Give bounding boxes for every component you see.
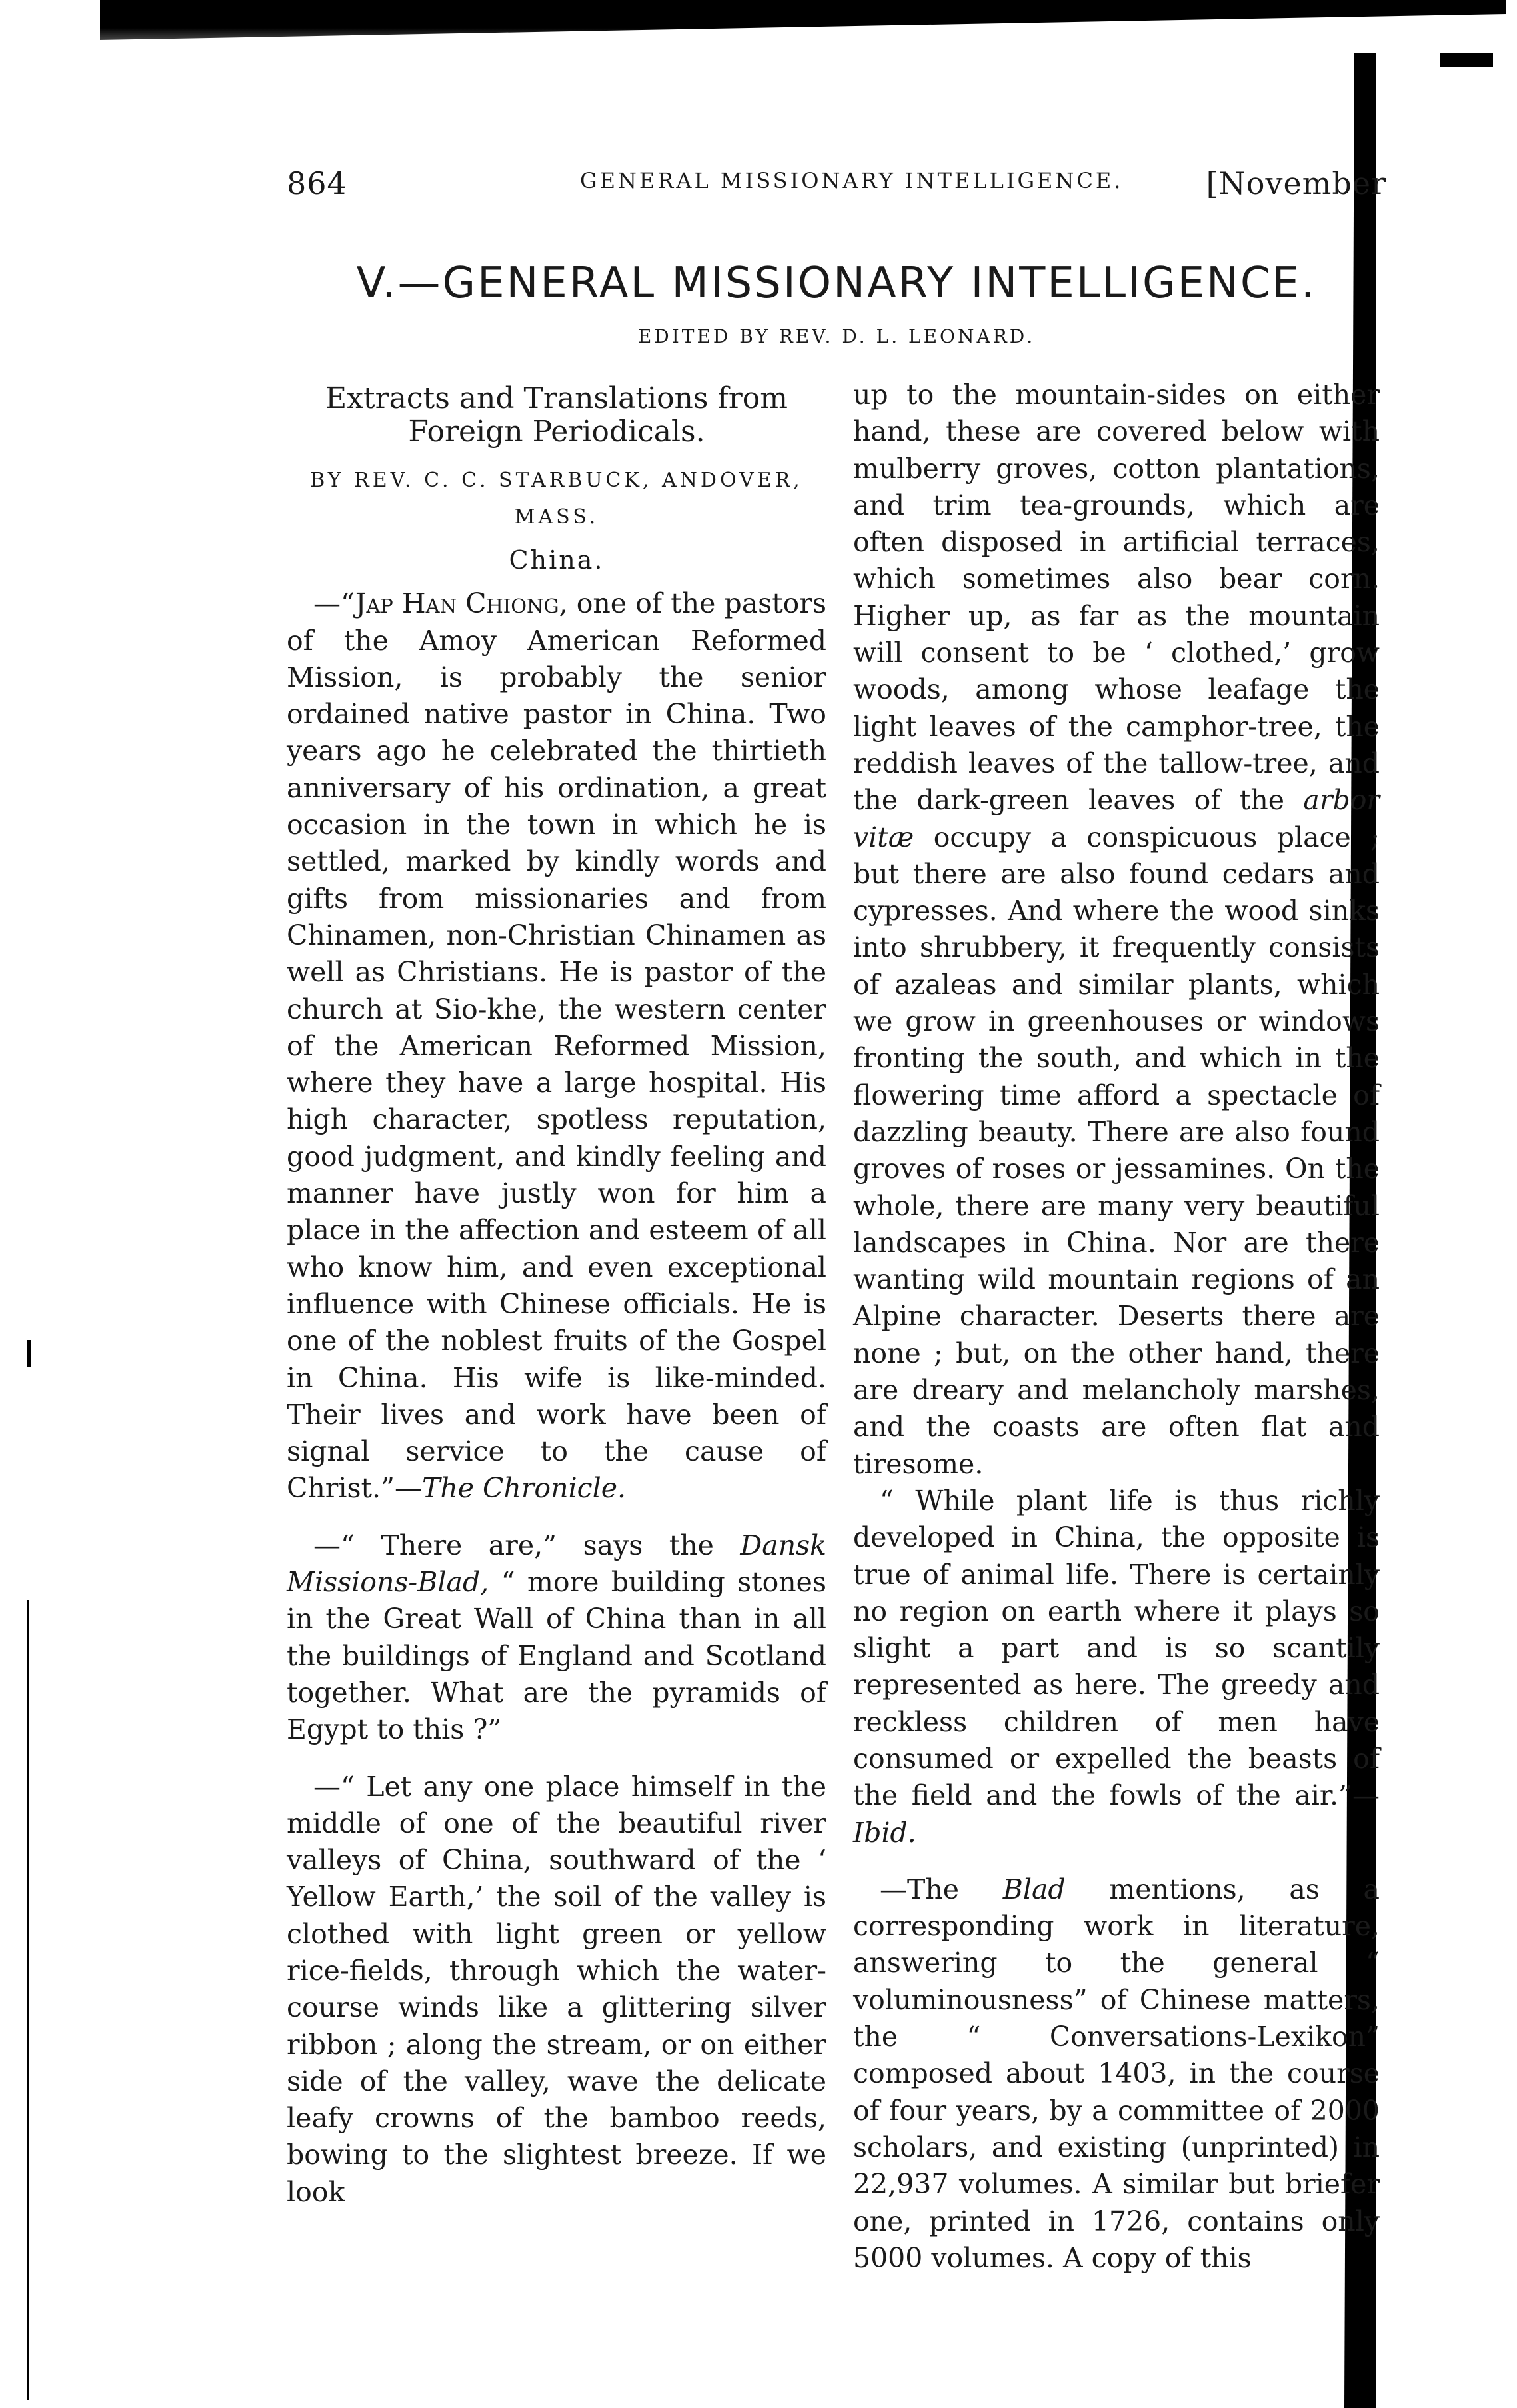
paragraph-text: —“ There are,” says the [313, 1529, 741, 1561]
source-citation: Blad [1002, 1873, 1066, 1905]
running-header [287, 165, 1386, 205]
source-citation: Ibid. [853, 1816, 916, 1849]
source-citation: The Chronicle. [422, 1472, 626, 1505]
paragraph-body: one of the pastors of the Amoy American Reformed Mission, is probably the senior ordained native pastor in China. Two years ago he celebrated the thirtieth anniversary of his ordination, a great occasion in the town in which he is settled, marked by kindly words and gifts from missionaries and from Chinamen, non-Christian Chinamen as well as Christians. He is pastor of the church at Sio-khe, the western center of the American Reformed Mission, where they have a large hospital. His high character, spotless reputation, good judgment, and kindly feeling and manner have justly won for him a place in the affection and esteem of all who know him, and even exceptional influence with Chinese officials. He is one of the noblest fruits of the Gospel in China. His wife is like-minded. Their lives and work have been of signal service to the cause of Christ.”— [287, 587, 826, 1505]
paragraph-lead: —“Jap Han Chiong, [313, 587, 568, 620]
paragraph-text: occupy a conspicuous place ; but there are also found cedars and cypresses. And where the wood sinks into shrubbery, it frequently consists of azaleas and similar plants, which we grow in greenhouses or windows fronting the south, and which in the flowering time afford a spectacle of dazzling beauty. There are also found groves of roses or jessamines. On the whole, there are many very beautiful landscapes in China. Nor are there wanting wild mountain regions of an Alpine character. Deserts there are none ; but, on the other hand, there are dreary and melancholy marshes, and the coasts are often flat and tiresome. [853, 821, 1380, 1480]
section-title: V.—GENERAL MISSIONARY INTELLIGENCE. [356, 259, 1317, 308]
italic-term: arbor vitæ [853, 784, 1380, 853]
scan-mark-left-small [27, 1340, 31, 1367]
paragraph-text: “ more building stones in the Great Wall of China than in all the buildings of England and Scotland together. What are the pyramids of Egypt to this ?” [287, 1566, 826, 1746]
paragraph-great-wall [287, 1527, 826, 1749]
editor-line: EDITED BY REV. D. L. LEONARD. [637, 325, 1036, 347]
paragraph-text: mentions, as a corresponding work in literature, answering to the general “ voluminousness” of Chinese matters, the “ Conversations-Lexikon” composed about 1403, in the course of four years, by a committee of 2000 scholars, and existing (unprinted) in 22,937 volumes. A similar but briefer one, printed in 1726, contains only 5000 volumes. A copy of this [853, 1873, 1380, 2274]
paragraph-conversations-lexikon [853, 1871, 1380, 2277]
country-heading: China. [509, 545, 605, 575]
paragraph-text: up to the mountain-sides on either hand, these are covered below with mulberry groves, cotton plantations, and trim tea-grounds, which are often disposed in artificial terraces, which sometimes also bear corn. Higher up, as far as the mountain will consent to be ‘ clothed,’ grow woods, among whose leafage the light leaves of the camphor-tree, the reddish leaves of the tallow-tree, and the dark-green leaves of the [853, 379, 1380, 817]
running-month: [November [1206, 165, 1386, 201]
paragraph-text: “ While plant life is thus richly developed in China, the opposite is true of animal life. There is certainly no region on earth where it plays so slight a part and is so scantily represented as here. The greedy and reckless children of men have consumed or expelled the beasts of the field and the fowls of the air.”— [853, 1484, 1380, 1812]
scan-edge-top [100, 0, 1506, 40]
byline: BY REV. C. C. STARBUCK, ANDOVER, MASS. [310, 469, 803, 529]
paragraph-animal-life [853, 1483, 1380, 1851]
page-number: 864 [287, 165, 347, 201]
scan-mark-left [27, 1600, 29, 2400]
paragraph-jap-han-chiong [287, 585, 826, 1507]
paragraph-river-valleys: —“ Let any one place himself in the middle of one of the beautiful river valleys of China, southward of the ‘ Yellow Earth,’ the soil of the valley is clothed with light green or yellow rice-fields, through which the water-course winds like a glittering silver ribbon ; along the stream, or on either side of the valley, wave the delicate leafy crowns of the bamboo reeds, bowing to the slightest breeze. If we look [287, 1770, 826, 2208]
paragraph-mountain-sides [853, 377, 1380, 1483]
source-citation: Dansk Missions-Blad, [287, 1529, 826, 1599]
paragraph-text: —The [880, 1873, 1003, 1905]
article-heading: Extracts and Translations from Foreign Periodicals. [325, 381, 788, 449]
running-title: GENERAL MISSIONARY INTELLIGENCE. [580, 168, 1124, 193]
left-column [287, 377, 826, 2211]
scan-edge-right-cap [1440, 53, 1493, 67]
right-column [853, 377, 1380, 2277]
